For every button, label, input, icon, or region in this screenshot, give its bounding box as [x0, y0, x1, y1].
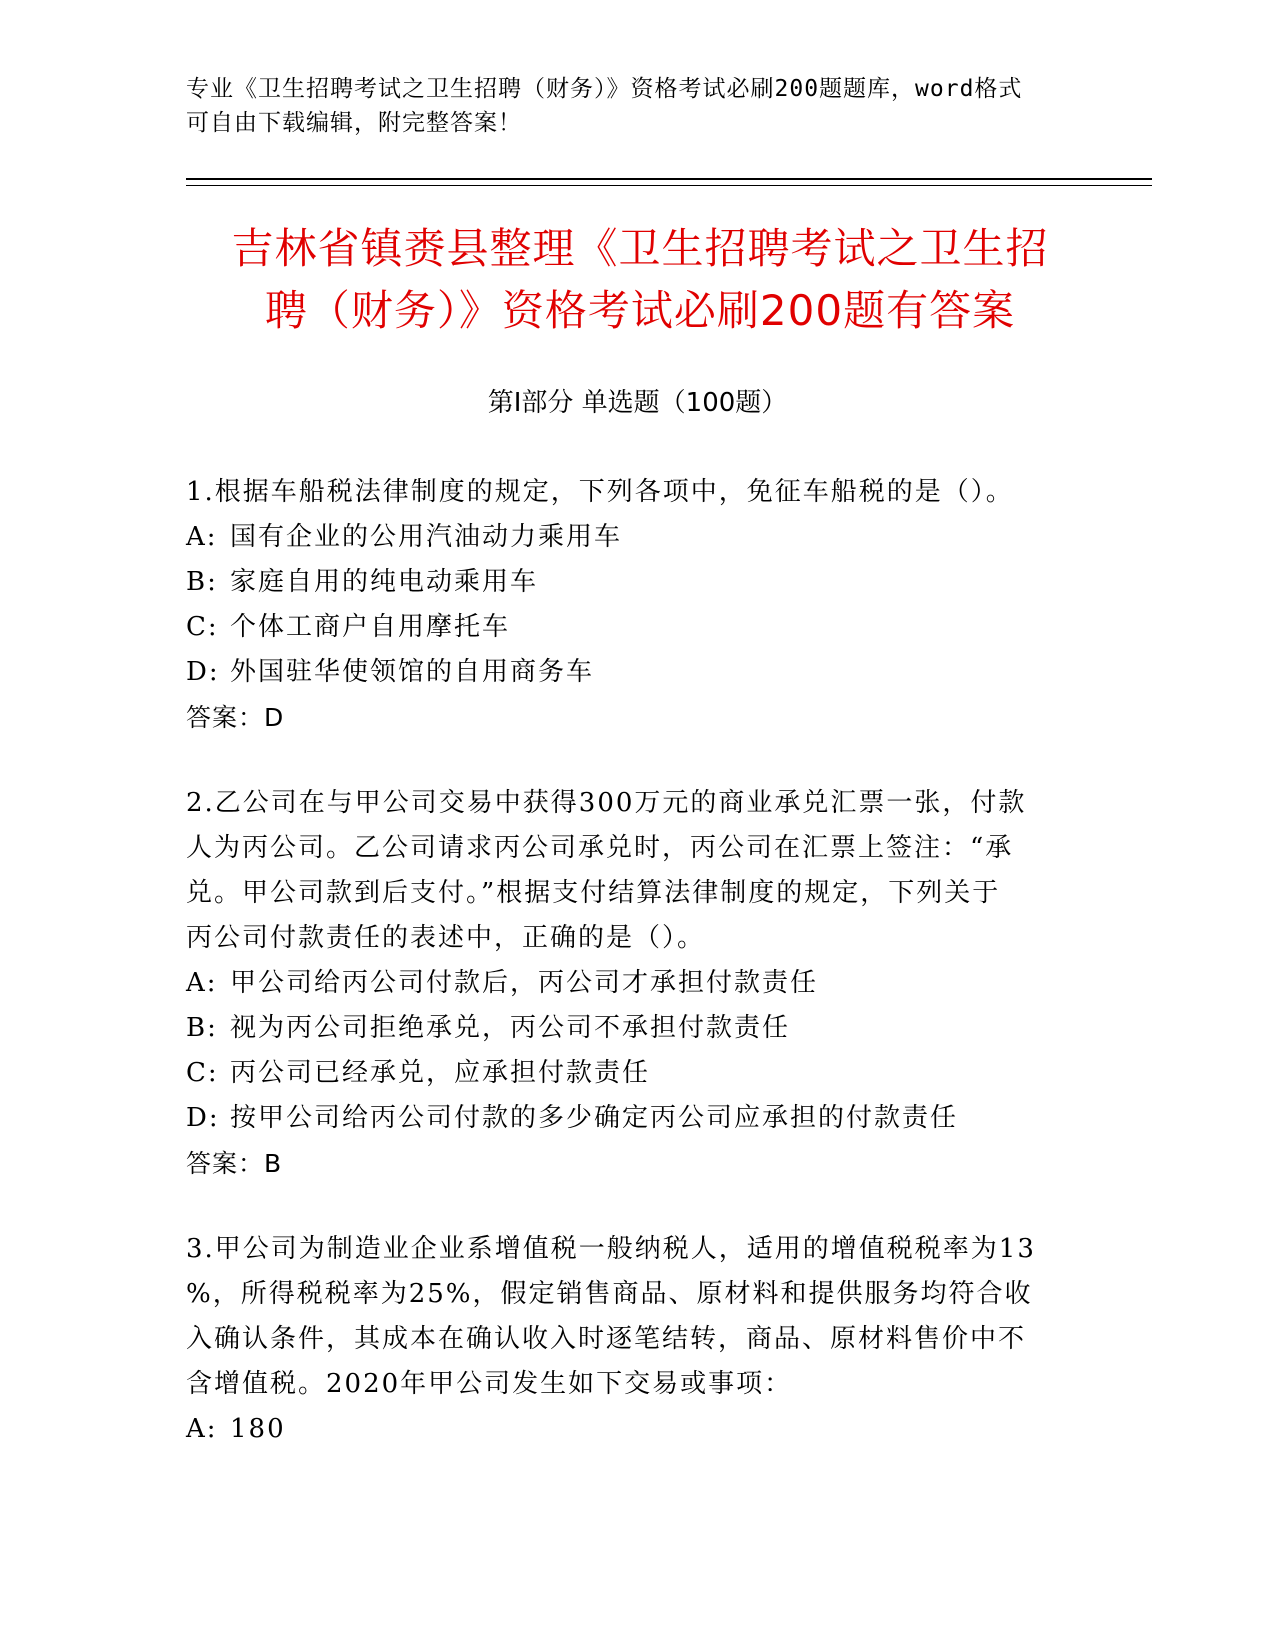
header-divider-thin [186, 185, 1152, 186]
header-note-line-2: 可自由下载编辑，附完整答案！ [186, 110, 522, 136]
option-text: 180 [230, 1414, 286, 1444]
option-text: 甲公司给丙公司付款后，丙公司才承担付款责任 [230, 968, 819, 998]
option-text: 丙公司已经承兑，应承担付款责任 [230, 1058, 651, 1088]
question-stem-line: 3.甲公司为制造业企业系增值税一般纳税人，适用的增值税税率为13 [186, 1234, 1036, 1264]
option-text: 国有企业的公用汽油动力乘用车 [230, 522, 623, 552]
question-2 [186, 781, 1066, 1186]
answer: 答案：D [186, 703, 285, 732]
question-3 [186, 1227, 1066, 1452]
question-stem-line: 含增值税。2020年甲公司发生如下交易或事项： [186, 1369, 793, 1399]
option-text: 外国驻华使领馆的自用商务车 [230, 657, 595, 687]
question-stem-line: 2.乙公司在与甲公司交易中获得300万元的商业承兑汇票一张，付款 [186, 788, 1027, 818]
header-divider-thick [186, 178, 1152, 180]
option-text: 个体工商户自用摩托车 [230, 612, 511, 642]
option-c [186, 605, 1066, 650]
option-key: A: [186, 1414, 218, 1444]
document-title [140, 218, 1140, 342]
option-key: B: [186, 567, 218, 597]
question-stem-line: 1.根据车船税法律制度的规定，下列各项中，免征车船税的是（）。 [186, 477, 1014, 507]
option-text: 家庭自用的纯电动乘用车 [230, 567, 539, 597]
option-key: C: [186, 612, 219, 642]
document-title-line-1: 吉林省镇赉县整理《卫生招聘考试之卫生招 [231, 224, 1049, 273]
option-a [186, 1407, 1066, 1452]
question-stem-line: 丙公司付款责任的表述中，正确的是（）。 [186, 923, 706, 953]
option-text: 视为丙公司拒绝承兑，丙公司不承担付款责任 [230, 1013, 791, 1043]
option-b [186, 1006, 1066, 1051]
section-title: 第Ⅰ部分 单选题（100题） [487, 388, 788, 418]
option-c [186, 1051, 1066, 1096]
question-stem-line: 人为丙公司。乙公司请求丙公司承兑时，丙公司在汇票上签注：“承 [186, 833, 1014, 863]
option-key: B: [186, 1013, 218, 1043]
option-a [186, 515, 1066, 560]
document-title-line-2: 聘（财务）》资格考试必刷200题有答案 [264, 286, 1016, 335]
option-d [186, 1096, 1066, 1141]
option-d [186, 650, 1066, 695]
question-stem-line: 兑。甲公司款到后支付。”根据支付结算法律制度的规定，下列关于 [186, 878, 1001, 908]
question-1 [186, 470, 1066, 740]
option-a [186, 961, 1066, 1006]
option-key: C: [186, 1058, 219, 1088]
option-b [186, 560, 1066, 605]
header-note [186, 72, 1066, 140]
option-text: 按甲公司给丙公司付款的多少确定丙公司应承担的付款责任 [230, 1103, 959, 1133]
header-note-line-1: 专业《卫生招聘考试之卫生招聘（财务）》资格考试必刷200题题库，word格式 [186, 76, 1023, 102]
question-stem-line: %，所得税税率为25%，假定销售商品、原材料和提供服务均符合收 [186, 1279, 1033, 1309]
answer: 答案：B [186, 1149, 283, 1178]
question-list [186, 470, 1066, 1493]
option-key: A: [186, 968, 218, 998]
option-key: D: [186, 1103, 220, 1133]
option-key: A: [186, 522, 218, 552]
option-key: D: [186, 657, 220, 687]
question-stem-line: 入确认条件，其成本在确认收入时逐笔结转，商品、原材料售价中不 [186, 1324, 1027, 1354]
